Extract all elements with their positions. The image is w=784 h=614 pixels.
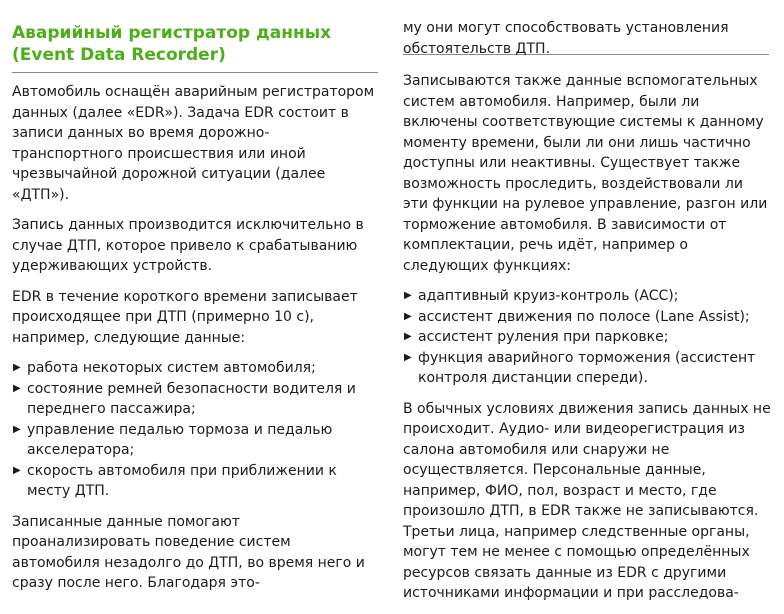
list-item bbox=[403, 286, 771, 307]
list-item-text: функция аварийного торможения (ассистент контроля дистанции спереди). bbox=[418, 349, 756, 386]
list-item-text: работа некоторых систем автомобиля; bbox=[27, 360, 316, 376]
list-item-text: скорость автомобиля при приближении к месту ДТП. bbox=[27, 462, 337, 499]
paragraph-privacy: В обычных условиях движения запись данных не происходит. Аудио- или видеорегистрация из салона автомобиля или снаружи не осуществляется. Персональные данные, например, ФИО, пол, возраст и место, где произошло ДТП, в EDR также не записываются. Третьи лица, например следственные органы, могут тем не менее с помощью определённых ресурсов связать данные из EDR с другими источниками информации и при расследова- bbox=[403, 400, 771, 601]
bullet-arrow-icon: ▶ bbox=[13, 382, 21, 394]
bullet-arrow-icon: ▶ bbox=[404, 290, 412, 301]
list-item bbox=[403, 307, 771, 328]
list-item bbox=[12, 379, 378, 420]
list-item-text: состояние ремней безопасности водителя и переднего пассажира; bbox=[27, 380, 356, 417]
bullet-arrow-icon: ▶ bbox=[404, 351, 412, 363]
list-item bbox=[12, 358, 378, 379]
list-item bbox=[12, 461, 378, 502]
list-item bbox=[403, 327, 771, 348]
paragraph-intro: Автомобиль оснащён аварийным регистратором данных (далее «EDR»). Задача EDR состоит в записи данных во время дорожно-транспортного происшествия или иной чрезвычайной дорожной ситуации (далее «ДТП»). bbox=[12, 84, 375, 203]
list-item-text: ассистент руления при парковке; bbox=[418, 329, 669, 345]
list-item-text: управление педалью тормоза и педалью акселератора; bbox=[27, 421, 333, 458]
recorded-data-list bbox=[12, 358, 378, 502]
list-item bbox=[12, 420, 378, 461]
section-heading: Аварийный регистратор данных (Event Data Recorder) bbox=[12, 23, 332, 65]
paragraph-recording-condition: Запись данных производится исключительно в случае ДТП, которое привело к срабатыванию удерживающих устройств. bbox=[12, 217, 364, 274]
assist-functions-list bbox=[403, 286, 771, 389]
list-item-text: адаптивный круиз-контроль (ACC); bbox=[418, 288, 679, 304]
bullet-arrow-icon: ▶ bbox=[404, 331, 412, 342]
bullet-arrow-icon: ▶ bbox=[13, 423, 21, 435]
left-column bbox=[12, 0, 378, 604]
paragraph-assist-systems: Записываются также данные вспомогательных систем автомобиля. Например, были ли включены соответствующие системы к данному моменту времени, были ли они лишь частично доступны или неактивны. Существует также возможность проследить, воздействовали ли эти функции на рулевое управление, разгон или торможение автомобиля. В зависимости от комплектации, речь идёт, например о следующих функциях: bbox=[403, 73, 768, 274]
paragraph-continuation: му они могут способствовать установления обстоятельств ДТП. bbox=[403, 20, 729, 57]
list-item-text: ассистент движения по полосе (Lane Assist); bbox=[418, 308, 750, 325]
bullet-arrow-icon: ▶ bbox=[404, 310, 412, 322]
paragraph-analysis: Записанные данные помогают проанализировать поведение систем автомобиля незадолго до ДТП, во время него и сразу после него. Благодаря это- bbox=[12, 513, 365, 591]
heading-divider bbox=[12, 72, 378, 73]
bullet-arrow-icon: ▶ bbox=[13, 464, 21, 476]
list-item bbox=[403, 348, 771, 389]
right-column bbox=[403, 18, 771, 614]
bullet-arrow-icon: ▶ bbox=[13, 362, 21, 373]
paragraph-recorded-data: EDR в течение короткого времени записывает происходящее при ДТП (примерно 10 с), например, следующие данные: bbox=[12, 288, 358, 346]
